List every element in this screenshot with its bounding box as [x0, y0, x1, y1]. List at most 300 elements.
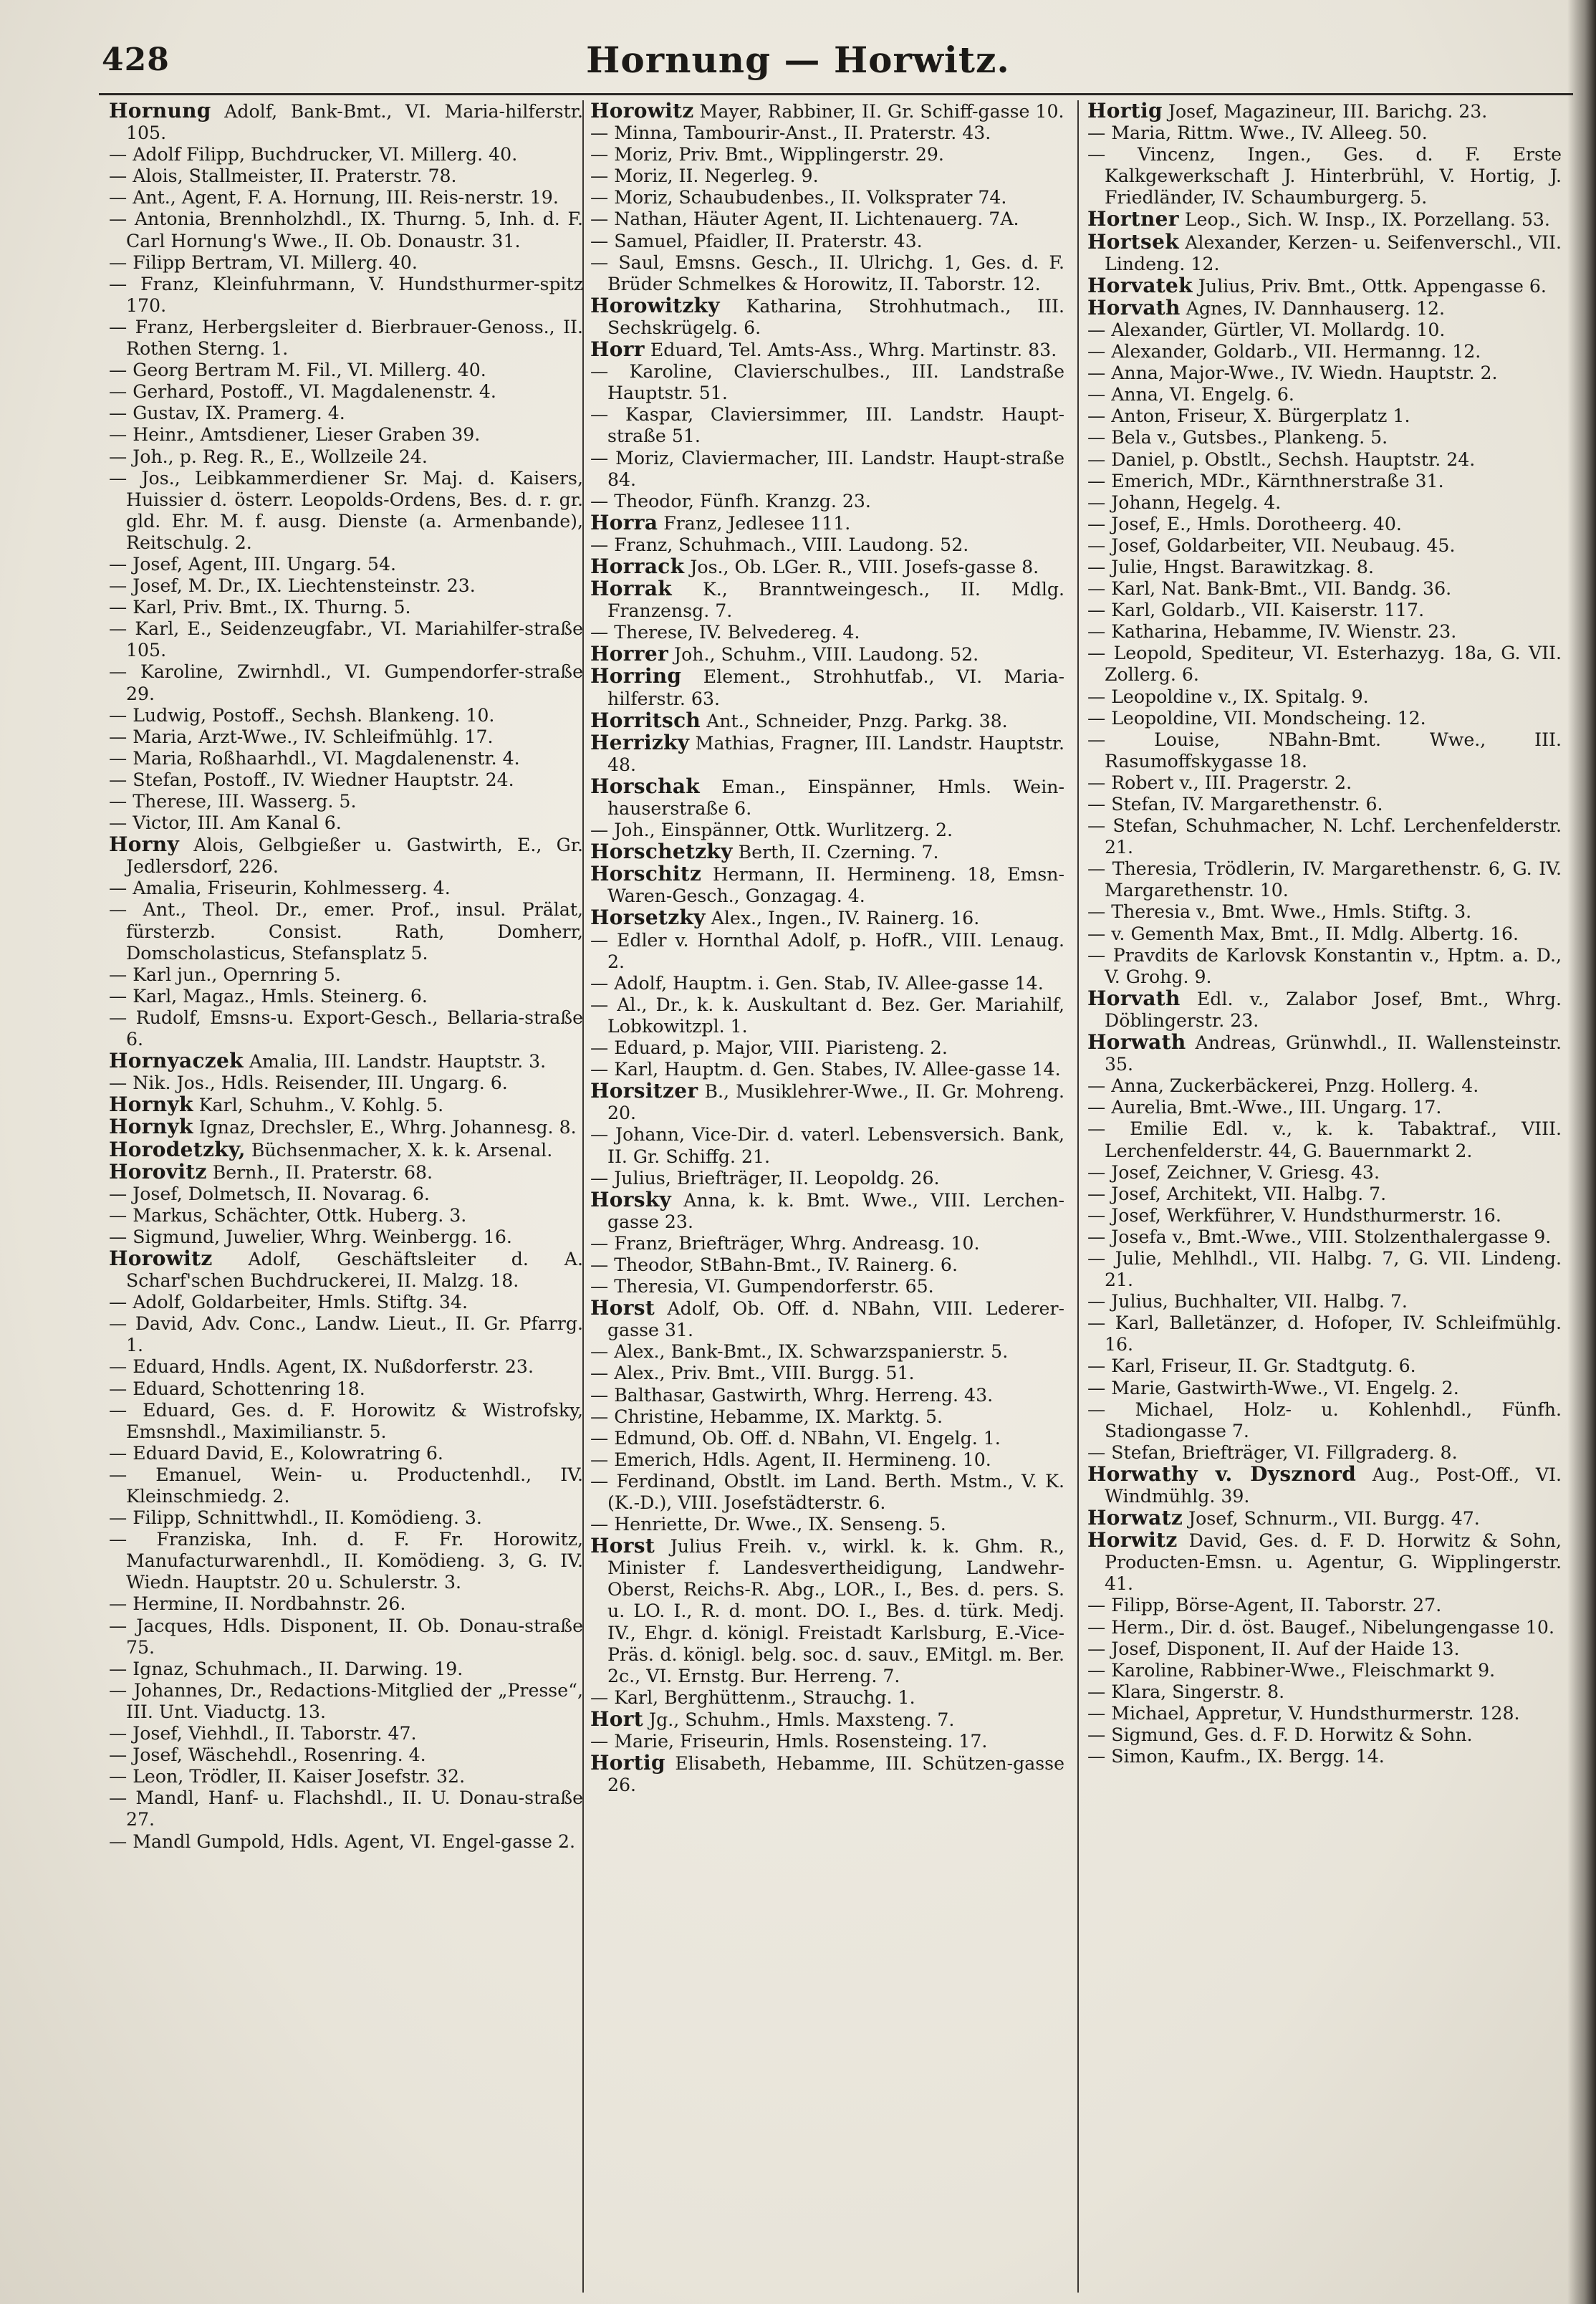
entry-text: Alexander, Kerzen- u. Seifenverschl., VII. Lindeng. 12.	[1105, 231, 1562, 274]
entry-text: — Anna, VI. Engelg. 6.	[1087, 384, 1294, 405]
entry-text: — Georg Bertram M. Fil., VI. Millerg. 40.	[109, 360, 486, 381]
entry-text: — Josef, M. Dr., IX. Liechtensteinstr. 23.	[109, 575, 476, 597]
directory-entry	[1087, 514, 1562, 535]
entry-text: Büchsenmacher, X. k. k. Arsenal.	[245, 1139, 553, 1161]
entry-text: — Michael, Appretur, V. Hundsthurmerstr. 128.	[1087, 1702, 1520, 1724]
directory-entry	[590, 1731, 1064, 1752]
surname: Horra	[590, 510, 658, 534]
entry-text: — Alex., Priv. Bmt., VIII. Burgg. 51.	[590, 1363, 915, 1384]
directory-entry-heading	[109, 1139, 583, 1161]
directory-entry-heading	[590, 863, 1064, 907]
directory-entry	[1087, 1660, 1562, 1681]
directory-entry-heading	[590, 1709, 1064, 1731]
entry-text: Aug., Post-Off., VI. Windmühlg. 39.	[1105, 1464, 1562, 1507]
directory-entry	[109, 187, 583, 208]
entry-text: Amalia, III. Landstr. Hauptstr. 3.	[243, 1051, 547, 1072]
directory-entry	[1087, 1617, 1562, 1638]
directory-entry	[109, 597, 583, 618]
entry-text: — Josef, Wäschehdl., Rosenring. 4.	[109, 1744, 426, 1766]
surname: Horrer	[590, 642, 669, 666]
entry-text: — Eduard, Ges. d. F. Horowitz & Wistrofsky, Emsnshdl., Maximilianstr. 5.	[109, 1399, 583, 1442]
directory-entry	[109, 1205, 583, 1227]
directory-entry-heading	[590, 512, 1064, 534]
directory-entry	[590, 930, 1064, 973]
entry-text: — Alois, Stallmeister, II. Praterstr. 78.	[109, 165, 457, 187]
entry-text: — Karl, Balletänzer, d. Hofoper, IV. Schleifmühlg. 16.	[1087, 1312, 1562, 1355]
surname: Horny	[109, 832, 180, 857]
directory-entry	[109, 1659, 583, 1680]
directory-entry	[109, 360, 583, 381]
surname: Horvatek	[1087, 273, 1193, 297]
entry-text: — Kaspar, Claviersimmer, III. Landstr. Haupt-straße 51.	[590, 404, 1064, 447]
directory-entry	[590, 231, 1064, 252]
entry-text: — Anna, Zuckerbäckerei, Pnzg. Hollerg. 4.	[1087, 1075, 1479, 1097]
entry-text: — Julius, Briefträger, II. Leopoldg. 26.	[590, 1167, 940, 1189]
entry-text: — Michael, Holz- u. Kohlenhdl., Fünfh. Stadiongasse 7.	[1087, 1398, 1562, 1441]
entry-text: Jos., Ob. LGer. R., VIII. Josefs-gasse 8.	[684, 556, 1039, 577]
entry-text: — Moriz, Priv. Bmt., Wipplingerstr. 29.	[590, 144, 944, 165]
directory-entry	[109, 274, 583, 317]
entry-text: — David, Adv. Conc., Landw. Lieut., II. Gr. Pfarrg. 1.	[109, 1313, 583, 1356]
directory-entry	[1087, 492, 1562, 514]
entry-text: — Julie, Hngst. Barawitzkag. 8.	[1087, 556, 1374, 577]
surname: Horst	[590, 1296, 655, 1320]
entry-text: — Josef, Disponent, II. Auf der Haide 13.	[1087, 1638, 1460, 1659]
directory-entry-heading	[1087, 1507, 1562, 1530]
entry-text: Eduard, Tel. Amts-Ass., Whrg. Martinstr. 83.	[644, 340, 1057, 361]
directory-entry-heading	[109, 1116, 583, 1138]
entry-text: — Antonia, Brennholzhdl., IX. Thurng. 5, Inh. d. F. Carl Hornung's Wwe., II. Ob. Donaustr. 31.	[109, 208, 583, 251]
entry-text: — Heinr., Amtsdiener, Lieser Graben 39.	[109, 424, 481, 446]
page-header: Hornung — Horwitz.	[586, 39, 1010, 81]
directory-entry	[109, 1356, 583, 1378]
directory-entry	[109, 1072, 583, 1094]
column-1	[100, 100, 587, 2293]
entry-text: Adolf, Geschäftsleiter d. A. Scharf'schen Buchdruckerei, II. Malzg. 18.	[126, 1248, 583, 1292]
entry-text: — Markus, Schächter, Ottk. Huberg. 3.	[109, 1204, 467, 1226]
directory-entry	[1087, 708, 1562, 729]
directory-entry-heading	[1087, 1530, 1562, 1595]
entry-text: — Saul, Emsns. Gesch., II. Ulrichg. 1, Ges. d. F. Brüder Schmelkes & Horowitz, II. Taborstr. 12.	[590, 251, 1064, 294]
entry-text: — Ferdinand, Obstlt. im Land. Berth. Mstm., V. K. (K.-D.), VIII. Josefstädterstr. 6.	[590, 1470, 1064, 1513]
directory-entry	[109, 899, 583, 964]
entry-text: — Vincenz, Ingen., Ges. d. F. Erste Kalkgewerkschaft J. Hinterbrühl, V. Hortig, J. Friedländer, IV. Schaumburgerg. 5.	[1087, 144, 1562, 208]
directory-entry-heading	[590, 907, 1064, 929]
page-number: 428	[102, 42, 170, 78]
entry-text: — Josef, Architekt, VII. Halbg. 7.	[1087, 1183, 1387, 1204]
entry-text: — Adolf, Goldarbeiter, Hmls. Stiftg. 34.	[109, 1292, 468, 1313]
column-2	[582, 100, 1069, 2293]
entry-text: Adolf, Ob. Off. d. NBahn, VIII. Lederer-gasse 31.	[607, 1298, 1064, 1341]
directory-entry	[590, 1341, 1064, 1363]
directory-entry	[1087, 1312, 1562, 1355]
entry-text: — Hermine, II. Nordbahnstr. 26.	[109, 1593, 406, 1615]
entry-text: — Alexander, Goldarb., VII. Hermanng. 12.	[1087, 341, 1481, 363]
entry-text: Agnes, IV. Dannhauserg. 12.	[1180, 297, 1445, 319]
entry-text: — v. Gementh Max, Bmt., II. Mdlg. Albertg. 16.	[1087, 923, 1519, 944]
directory-entry	[590, 1514, 1064, 1535]
entry-text: — Maria, Arzt-Wwe., IV. Schleifmühlg. 17.	[109, 726, 494, 747]
directory-entry-heading	[590, 1752, 1064, 1796]
directory-entry-heading	[590, 643, 1064, 666]
surname: Horodetzky,	[109, 1137, 246, 1161]
directory-entry	[1087, 557, 1562, 578]
entry-text: — Joh., Einspänner, Ottk. Wurlitzerg. 2.	[590, 820, 953, 841]
directory-entry	[109, 812, 583, 834]
directory-entry	[109, 1831, 583, 1853]
directory-entry	[1087, 471, 1562, 492]
directory-entry	[590, 820, 1064, 841]
directory-entry	[109, 1292, 583, 1313]
directory-entry	[1087, 686, 1562, 708]
entry-text: — Emerich, Hdls. Agent, II. Hermineng. 10.	[590, 1449, 991, 1470]
directory-entry	[1087, 1291, 1562, 1312]
directory-entry	[590, 534, 1064, 556]
surname: Horritsch	[590, 708, 701, 732]
entry-text: — Franz, Schuhmach., VIII. Laudong. 52.	[590, 534, 969, 555]
surname: Hortig	[590, 1751, 665, 1775]
directory-entry	[109, 1227, 583, 1248]
entry-text: — Mandl Gumpold, Hdls. Agent, VI. Engel-gasse 2.	[109, 1830, 576, 1852]
directory-entry	[109, 165, 583, 187]
directory-entry-heading	[109, 1161, 583, 1184]
entry-text: — Theresia, Trödlerin, IV. Margarethenstr. 6, G. IV. Margarethenstr. 10.	[1087, 858, 1562, 901]
entry-text: Ignaz, Drechsler, E., Whrg. Johannesg. 8.	[193, 1117, 577, 1138]
directory-entry	[109, 791, 583, 812]
entry-text: — Jos., Leibkammerdiener Sr. Maj. d. Kaisers, Huissier d. österr. Leopolds-Ordens, Bes. d. r. gr. gld. Ehr. M. f. ausg. Dienste (a. Armenbande), Reitschulg. 2.	[109, 467, 583, 553]
directory-entry	[1087, 320, 1562, 341]
directory-entry	[1087, 1746, 1562, 1767]
entry-text: — Sigmund, Ges. d. F. D. Horwitz & Sohn.	[1087, 1724, 1473, 1746]
directory-entry	[109, 424, 583, 446]
entry-text: — Ant., Agent, F. A. Hornung, III. Reis-nerstr. 19.	[109, 187, 559, 208]
entry-text: — Filipp Bertram, VI. Millerg. 40.	[109, 251, 418, 273]
surname: Hornung	[109, 100, 211, 123]
entry-text: Leop., Sich. W. Insp., IX. Porzellang. 53.	[1178, 209, 1550, 231]
directory-entry-heading	[109, 100, 583, 144]
directory-entry	[590, 1471, 1064, 1514]
directory-entry-heading	[1087, 1461, 1562, 1507]
surname: Hortig	[1087, 100, 1163, 123]
directory-entry	[590, 1406, 1064, 1428]
entry-text: — Maria, Rittm. Wwe., IV. Alleeg. 50.	[1087, 123, 1428, 144]
entry-text: — Theodor, StBahn-Bmt., IV. Rainerg. 6.	[590, 1254, 958, 1275]
surname: Horr	[590, 337, 645, 362]
directory-entry	[590, 973, 1064, 994]
directory-entry	[590, 1124, 1064, 1167]
directory-entry	[109, 726, 583, 748]
directory-entry	[109, 208, 583, 251]
entry-text: — Herm., Dir. d. öst. Baugef., Nibelungengasse 10.	[1087, 1616, 1554, 1638]
surname: Horowitz	[109, 1246, 213, 1270]
entry-text: — Edler v. Hornthal Adolf, p. HofR., VIII. Lenaug. 2.	[590, 929, 1064, 972]
directory-entry-heading	[590, 841, 1064, 863]
directory-entry	[109, 661, 583, 704]
directory-entry	[109, 468, 583, 554]
surname: Horrack	[590, 554, 685, 578]
directory-entry	[109, 1787, 583, 1830]
directory-entry	[1087, 621, 1562, 643]
directory-entry-heading	[109, 1094, 583, 1116]
entry-text: — Aurelia, Bmt.-Wwe., III. Ungarg. 17.	[1087, 1097, 1442, 1118]
surname: Horwatz	[1087, 1506, 1183, 1530]
entry-text: B., Musiklehrer-Wwe., II. Gr. Mohreng. 20.	[607, 1081, 1064, 1124]
directory-entry	[1087, 449, 1562, 471]
directory-entry	[1087, 1595, 1562, 1616]
surname: Horowitz	[590, 100, 694, 123]
directory-entry	[109, 575, 583, 597]
directory-entry	[1087, 1703, 1562, 1724]
directory-entry	[109, 554, 583, 575]
directory-entry-heading	[590, 1297, 1064, 1341]
entry-text: — Franz, Herbergsleiter d. Bierbrauer-Genoss., II. Rothen Sterng. 1.	[109, 316, 583, 360]
directory-entry	[109, 1723, 583, 1744]
entry-text: — Alexander, Gürtler, VI. Mollardg. 10.	[1087, 319, 1446, 340]
entry-text: — Therese, IV. Belvedereg. 4.	[590, 622, 860, 643]
directory-entry	[1087, 1378, 1562, 1399]
directory-entry	[109, 317, 583, 360]
directory-entry	[1087, 772, 1562, 794]
surname: Horsky	[590, 1187, 672, 1211]
entry-text: Ant., Schneider, Pnzg. Parkg. 38.	[701, 710, 1008, 731]
directory-entry	[1087, 729, 1562, 772]
directory-entry	[590, 1233, 1064, 1254]
entry-text: — Nik. Jos., Hdls. Reisender, III. Ungarg. 6.	[109, 1072, 508, 1094]
directory-entry	[590, 1687, 1064, 1709]
surname: Horst	[590, 1534, 655, 1558]
entry-text: — Ant., Theol. Dr., emer. Prof., insul. Prälat, fürsterzb. Consist. Rath, Domherr, Domscholasticus, Stefansplatz 5.	[109, 899, 583, 964]
entry-text: — Stefan, Schuhmacher, N. Lchf. Lerchenfelderstr. 21.	[1087, 815, 1562, 858]
directory-entry	[1087, 384, 1562, 405]
entry-text: — Maria, Roßhaarhdl., VI. Magdalenenstr. 4.	[109, 747, 520, 769]
directory-entry	[590, 491, 1064, 512]
entry-text: — Karl jun., Opernring 5.	[109, 964, 341, 985]
entry-text: — Karoline, Clavierschulbes., III. Landstraße Hauptstr. 51.	[590, 361, 1064, 404]
entry-text: — Adolf, Hauptm. i. Gen. Stab, IV. Allee-gasse 14.	[590, 972, 1044, 994]
directory-entry-heading	[1087, 231, 1562, 275]
surname: Horsitzer	[590, 1079, 698, 1103]
directory-entry	[590, 144, 1064, 165]
entry-text: Bernh., II. Praterstr. 68.	[206, 1161, 433, 1183]
directory-entry	[1087, 1681, 1562, 1703]
page-edge-shadow	[1567, 0, 1596, 2304]
entry-text: David, Ges. d. F. D. Horwitz & Sohn, Producten-Emsn. u. Agentur, G. Wipplingerstr. 41.	[1105, 1530, 1562, 1595]
entry-text: — Josefa v., Bmt.-Wwe., VIII. Stolzenthalergasse 9.	[1087, 1226, 1552, 1247]
surname: Horwathy v. Dysznord	[1087, 1461, 1357, 1486]
directory-entry-heading	[590, 100, 1064, 123]
directory-entry	[109, 878, 583, 899]
entry-text: — Josef, Agent, III. Ungarg. 54.	[109, 553, 396, 575]
directory-entry	[590, 1385, 1064, 1406]
directory-entry-heading	[1087, 275, 1562, 297]
directory-entry	[590, 1059, 1064, 1080]
entry-text: Jg., Schuhm., Hmls. Maxsteng. 7.	[643, 1709, 955, 1730]
directory-entry	[109, 769, 583, 791]
entry-text: Alex., Ingen., IV. Rainerg. 16.	[705, 908, 980, 929]
entry-text: — Franz, Briefträger, Whrg. Andreasg. 10.	[590, 1232, 980, 1254]
surname: Horschitz	[590, 862, 702, 886]
entry-text: — Daniel, p. Obstlt., Sechsh. Hauptstr. 24.	[1087, 448, 1476, 470]
directory-entry	[590, 994, 1064, 1037]
entry-text: — Karl, Goldarb., VII. Kaiserstr. 117.	[1087, 600, 1425, 621]
entry-text: Mayer, Rabbiner, II. Gr. Schiff-gasse 10.	[693, 101, 1064, 122]
surname: Horwath	[1087, 1030, 1186, 1055]
directory-entry	[1087, 1075, 1562, 1097]
entry-text: — Sigmund, Juwelier, Whrg. Weinbergg. 16.	[109, 1226, 512, 1247]
entry-text: — Leon, Trödler, II. Kaiser Josefstr. 32.	[109, 1766, 466, 1787]
directory-entry	[590, 448, 1064, 491]
directory-entry-heading	[590, 339, 1064, 361]
entry-text: Julius Freih. v., wirkl. k. k. Ghm. R., Minister f. Landesvertheidigung, Landwehr-Oberst, Reichs-R. Abg., LOR., I., Bes. d. pers. S. u. LO. I., R. d. mont. DO. I., Bes. d. türk. Medj. IV., Ehgr. d. königl. Freistadt Karlsburg, E.-Vice-Präs. d. königl. belg. soc. d. sauv., EMitgl. m. Ber. 2c., VI. Ernstg. Bur. Herreng. 7.	[607, 1536, 1064, 1686]
entry-text: — Jacques, Hdls. Disponent, II. Ob. Donau-straße 75.	[109, 1615, 583, 1658]
directory-entry	[590, 1168, 1064, 1189]
entry-text: — Joh., p. Reg. R., E., Wollzeile 24.	[109, 446, 428, 467]
entry-text: Mathias, Fragner, III. Landstr. Hauptstr. 48.	[607, 732, 1064, 775]
directory-entry	[1087, 1118, 1562, 1161]
directory-entry	[1087, 794, 1562, 815]
directory-entry-heading	[590, 666, 1064, 709]
entry-text: — Josef, Dolmetsch, II. Novarag. 6.	[109, 1183, 430, 1204]
header-rule	[99, 93, 1573, 95]
entry-text: — Leopold, Spediteur, VI. Esterhazyg. 18a, G. VII. Zollerg. 6.	[1087, 643, 1562, 686]
directory-entry	[590, 1428, 1064, 1449]
surname: Hortner	[1087, 207, 1179, 231]
directory-entry	[590, 123, 1064, 144]
entry-text: — Alex., Bank-Bmt., IX. Schwarzspanierstr. 5.	[590, 1341, 1009, 1363]
entry-text: Franz, Jedlesee 111.	[658, 512, 851, 534]
directory-entry	[109, 1464, 583, 1507]
entry-text: — Stefan, Briefträger, VI. Fillgraderg. 8.	[1087, 1441, 1458, 1463]
directory-entry-heading	[1087, 208, 1562, 231]
directory-entry	[109, 446, 583, 468]
entry-text: — Katharina, Hebamme, IV. Wienstr. 23.	[1087, 621, 1457, 643]
directory-entry	[590, 208, 1064, 230]
entry-text: — Johann, Vice-Dir. d. vaterl. Lebensversich. Bank, II. Gr. Schiffg. 21.	[590, 1124, 1064, 1167]
entry-text: — Anna, Major-Wwe., IV. Wiedn. Hauptstr. 2.	[1087, 363, 1498, 384]
entry-text: — Pravdits de Karlovsk Konstantin v., Hptm. a. D., V. Grohg. 9.	[1087, 944, 1562, 987]
directory-entry	[1087, 427, 1562, 448]
surname: Hornyk	[109, 1093, 193, 1117]
directory-entry	[109, 705, 583, 726]
directory-entry	[1087, 923, 1562, 945]
directory-entry	[109, 1443, 583, 1464]
directory-entry	[1087, 123, 1562, 144]
entry-text: — Theresia, VI. Gumpendorferstr. 65.	[590, 1276, 934, 1297]
surname: Horovitz	[109, 1159, 207, 1184]
entry-text: — Louise, NBahn-Bmt. Wwe., III. Rasumoffskygasse 18.	[1087, 729, 1562, 772]
entry-text: — Bela v., Gutsbes., Plankeng. 5.	[1087, 427, 1388, 448]
entry-text: — Rudolf, Emsns-u. Export-Gesch., Bellaria-straße 6.	[109, 1007, 583, 1050]
directory-entry	[1087, 1227, 1562, 1248]
entry-text: — Emerich, MDr., Kärnthnerstraße 31.	[1087, 470, 1444, 491]
entry-text: — Ignaz, Schuhmach., II. Darwing. 19.	[109, 1658, 463, 1679]
directory-entry	[590, 404, 1064, 447]
entry-text: Adolf, Bank-Bmt., VI. Maria-hilferstr. 105.	[126, 101, 583, 144]
entry-text: Alois, Gelbgießer u. Gastwirth, E., Gr. Jedlersdorf, 226.	[126, 835, 583, 878]
entry-text: — Josef, E., Hmls. Dorotheerg. 40.	[1087, 513, 1402, 534]
entry-text: — Franziska, Inh. d. F. Fr. Horowitz, Manufacturwarenhdl., II. Komödieng. 3, G. IV. Wiedn. Hauptstr. 20 u. Schulerstr. 3.	[109, 1529, 583, 1593]
entry-text: — Gerhard, Postoff., VI. Magdalenenstr. 4.	[109, 381, 496, 403]
directory-entry	[109, 1507, 583, 1529]
entry-text: Hermann, II. Hermineng. 18, Emsn-Waren-Gesch., Gonzagag. 4.	[607, 864, 1064, 907]
directory-entry	[109, 381, 583, 403]
directory-entry	[109, 1616, 583, 1659]
directory-entry	[1087, 1355, 1562, 1377]
entry-text: Elisabeth, Hebamme, III. Schützen-gasse 26.	[607, 1753, 1064, 1796]
directory-entry-heading	[590, 295, 1064, 339]
surname: Herrizky	[590, 730, 690, 754]
entry-text: — Filipp, Schnittwhdl., II. Komödieng. 3.	[109, 1507, 482, 1529]
directory-entry	[1087, 1184, 1562, 1205]
surname: Hornyk	[109, 1115, 193, 1139]
entry-text: — Karl, Hauptm. d. Gen. Stabes, IV. Allee-gasse 14.	[590, 1059, 1061, 1080]
directory-entry	[109, 1593, 583, 1615]
entry-text: — Al., Dr., k. k. Auskultant d. Bez. Ger. Mariahilf, Lobkowitzpl. 1.	[590, 994, 1064, 1037]
directory-entry	[590, 622, 1064, 643]
directory-entry	[1087, 1248, 1562, 1291]
directory-entry-heading	[590, 578, 1064, 622]
entry-text: — Karl, Magaz., Hmls. Steinerg. 6.	[109, 985, 428, 1007]
directory-entry	[1087, 1205, 1562, 1227]
directory-entry-heading	[1087, 988, 1562, 1032]
entry-text: — Henriette, Dr. Wwe., IX. Senseng. 5.	[590, 1514, 946, 1535]
entry-text: — Theresia v., Bmt. Wwe., Hmls. Stiftg. 3.	[1087, 901, 1472, 923]
directory-entry	[109, 1744, 583, 1766]
directory-entry	[590, 187, 1064, 208]
entry-text: — Christine, Hebamme, IX. Marktg. 5.	[590, 1406, 943, 1427]
directory-entry	[590, 1254, 1064, 1276]
entry-text: Josef, Magazineur, III. Barichg. 23.	[1162, 101, 1488, 122]
entry-text: Joh., Schuhm., VIII. Laudong. 52.	[668, 644, 979, 666]
entry-text: — Samuel, Pfaidler, II. Praterstr. 43.	[590, 230, 923, 251]
directory-entry	[109, 1529, 583, 1593]
directory-entry	[590, 1449, 1064, 1471]
directory-entry-heading	[590, 1189, 1064, 1233]
directory-entry	[1087, 945, 1562, 988]
directory-entry	[109, 1766, 583, 1787]
column-3	[1079, 100, 1566, 2293]
entry-text: — Eduard, Hndls. Agent, IX. Nußdorferstr. 23.	[109, 1356, 534, 1378]
entry-text: — Eduard David, E., Kolowratring 6.	[109, 1442, 443, 1464]
directory-entry	[1087, 1638, 1562, 1660]
directory-entry-heading	[590, 1080, 1064, 1124]
surname: Horsetzky	[590, 906, 706, 930]
entry-text: — Filipp, Börse-Agent, II. Taborstr. 27.	[1087, 1595, 1442, 1616]
surname: Horschak	[590, 774, 700, 798]
directory-entry-heading	[590, 732, 1064, 776]
entry-text: Karl, Schuhm., V. Kohlg. 5.	[193, 1095, 444, 1116]
directory-entry-heading	[590, 710, 1064, 732]
directory-entry-heading	[590, 776, 1064, 820]
entry-text: — Karoline, Rabbiner-Wwe., Fleischmarkt 9.	[1087, 1659, 1496, 1681]
surname: Horowitzky	[590, 293, 720, 317]
entry-text: — Stefan, IV. Margarethenstr. 6.	[1087, 794, 1383, 815]
entry-text: — Victor, III. Am Kanal 6.	[109, 812, 342, 834]
directory-entry	[590, 165, 1064, 187]
directory-entry	[109, 1007, 583, 1050]
directory-entry	[1087, 363, 1562, 384]
directory-entry	[1087, 815, 1562, 858]
directory-entry	[109, 1378, 583, 1400]
directory-entry	[590, 361, 1064, 404]
directory-entry	[109, 1313, 583, 1356]
entry-text: — Eduard, p. Major, VIII. Piaristeng. 2.	[590, 1037, 948, 1059]
entry-text: — Robert v., III. Pragerstr. 2.	[1087, 772, 1352, 793]
entry-text: — Theodor, Fünfh. Kranzg. 23.	[590, 490, 871, 512]
entry-text: — Karl, Priv. Bmt., IX. Thurng. 5.	[109, 597, 411, 618]
entry-text: — Karl, Nat. Bank-Bmt., VII. Bandg. 36.	[1087, 578, 1452, 600]
entry-text: — Emilie Edl. v., k. k. Tabaktraf., VIII. Lerchenfelderstr. 44, G. Bauernmarkt 2.	[1087, 1118, 1562, 1161]
